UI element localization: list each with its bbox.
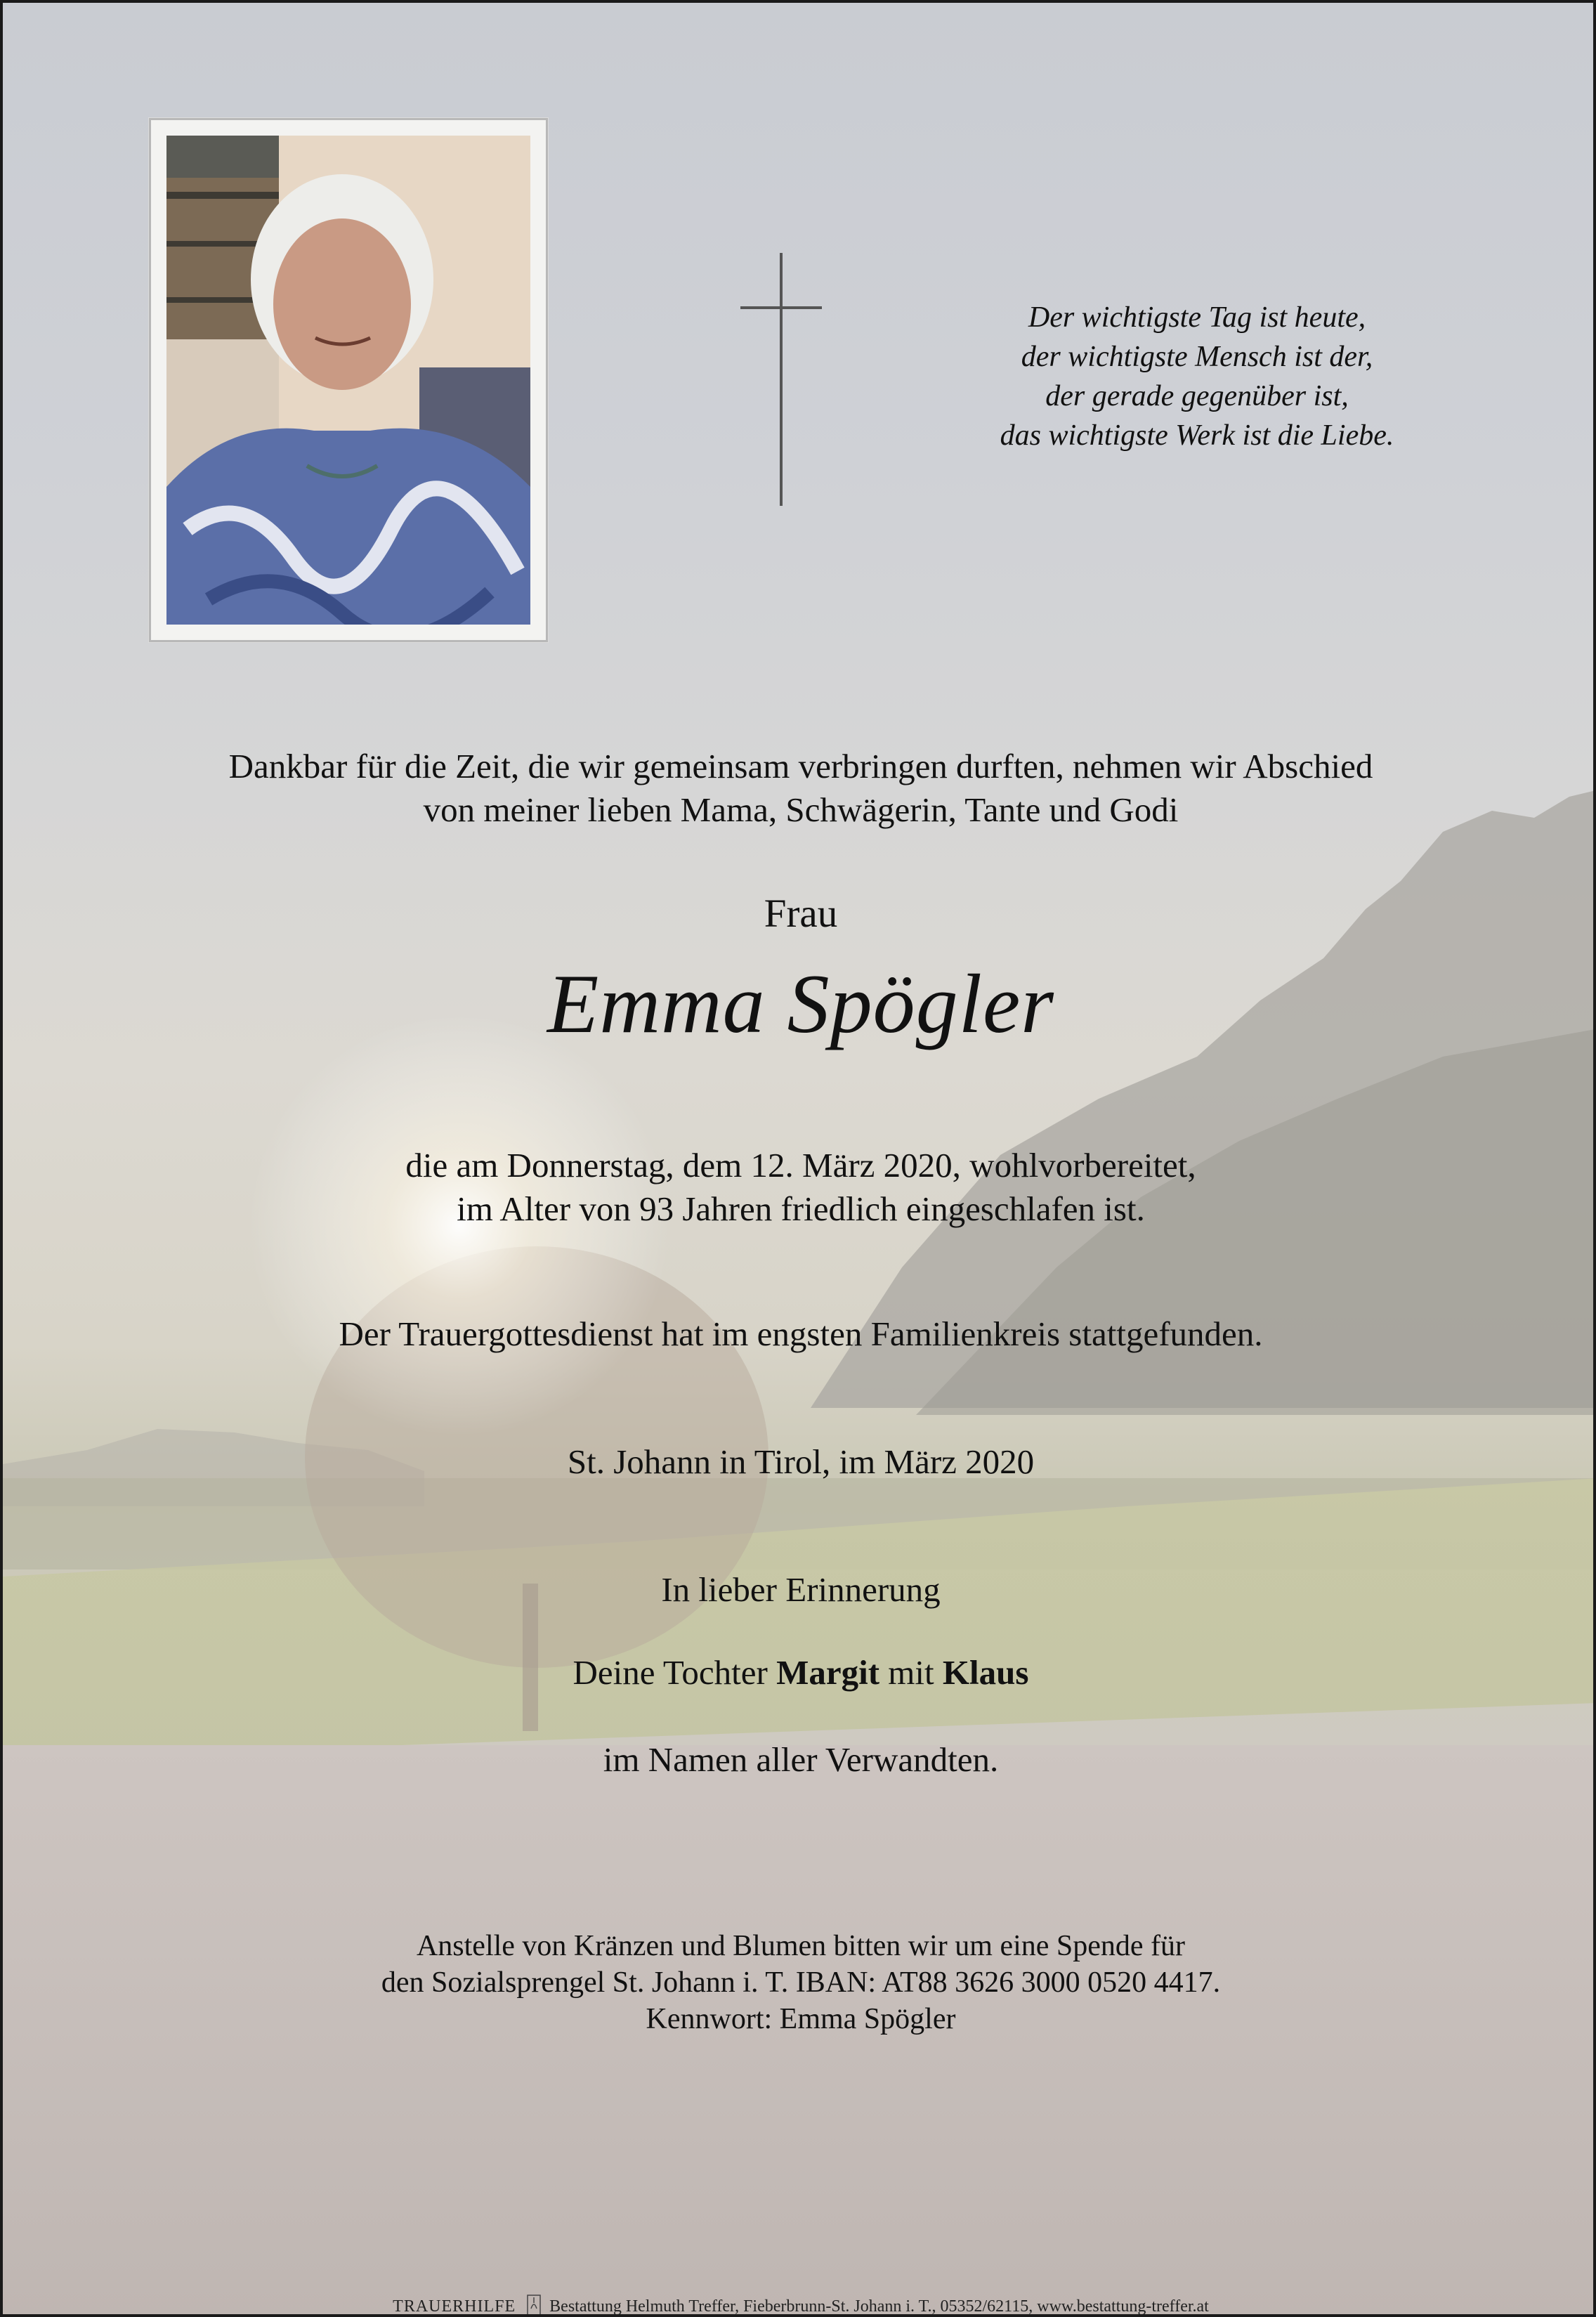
funeral-logo-icon (527, 2295, 541, 2316)
death-notice (3, 1144, 1596, 1231)
death-notice-line: im Alter von 93 Jahren friedlich eingeschlafen ist. (457, 1189, 1145, 1228)
quote-line: das wichtigste Werk ist die Liebe. (1000, 419, 1394, 452)
quote-line: der gerade gegenüber ist, (1045, 380, 1349, 412)
mourners-connector: mit (888, 1653, 934, 1692)
mourners-prefix: Deine Tochter (573, 1653, 768, 1692)
portrait-frame (149, 118, 548, 642)
death-notice-line: die am Donnerstag, dem 12. März 2020, wohlvorbereitet, (405, 1146, 1196, 1184)
cross-icon (740, 253, 822, 506)
intro-text (3, 745, 1596, 832)
quote (902, 298, 1492, 455)
donation-line: den Sozialsprengel St. Johann i. T. IBAN: AT88 3626 3000 0520 4417. (381, 1966, 1221, 1999)
mourner-name: Klaus (942, 1653, 1029, 1692)
quote-line: der wichtigste Mensch ist der, (1021, 341, 1373, 373)
service-note: Der Trauergottesdienst hat im engsten Familienkreis stattgefunden. (339, 1314, 1263, 1353)
footer (3, 2295, 1596, 2316)
cross-vertical-bar (780, 253, 783, 506)
footer-brand: TRAUERHILFE (393, 2297, 516, 2316)
place-date: St. Johann in Tirol, im März 2020 (567, 1442, 1035, 1481)
donation-line: Anstelle von Kränzen und Blumen bitten wir um eine Spende für (416, 1930, 1186, 1962)
relatives-line: im Namen aller Verwandten. (603, 1740, 999, 1779)
donation-line: Kennwort: Emma Spögler (646, 2003, 956, 2035)
portrait-photo (166, 136, 530, 625)
portrait-illustration (166, 136, 530, 625)
footer-text: Bestattung Helmuth Treffer, Fieberbrunn-St. Johann i. T., 05352/62115, www.bestattung-treffer.at (549, 2297, 1209, 2316)
mourner-name: Margit (776, 1653, 880, 1692)
deceased-name: Emma Spögler (547, 957, 1054, 1050)
memory-line: In lieber Erinnerung (661, 1570, 941, 1609)
salutation: Frau (764, 892, 838, 936)
intro-line: von meiner lieben Mama, Schwägerin, Tante und Godi (423, 790, 1179, 829)
intro-line: Dankbar für die Zeit, die wir gemeinsam verbringen durften, nehmen wir Abschied (228, 747, 1373, 785)
mourners-line (3, 1651, 1596, 1695)
quote-line: Der wichtigste Tag ist heute, (1028, 301, 1366, 334)
donation-request (3, 1928, 1596, 2037)
cross-horizontal-bar (740, 306, 822, 309)
